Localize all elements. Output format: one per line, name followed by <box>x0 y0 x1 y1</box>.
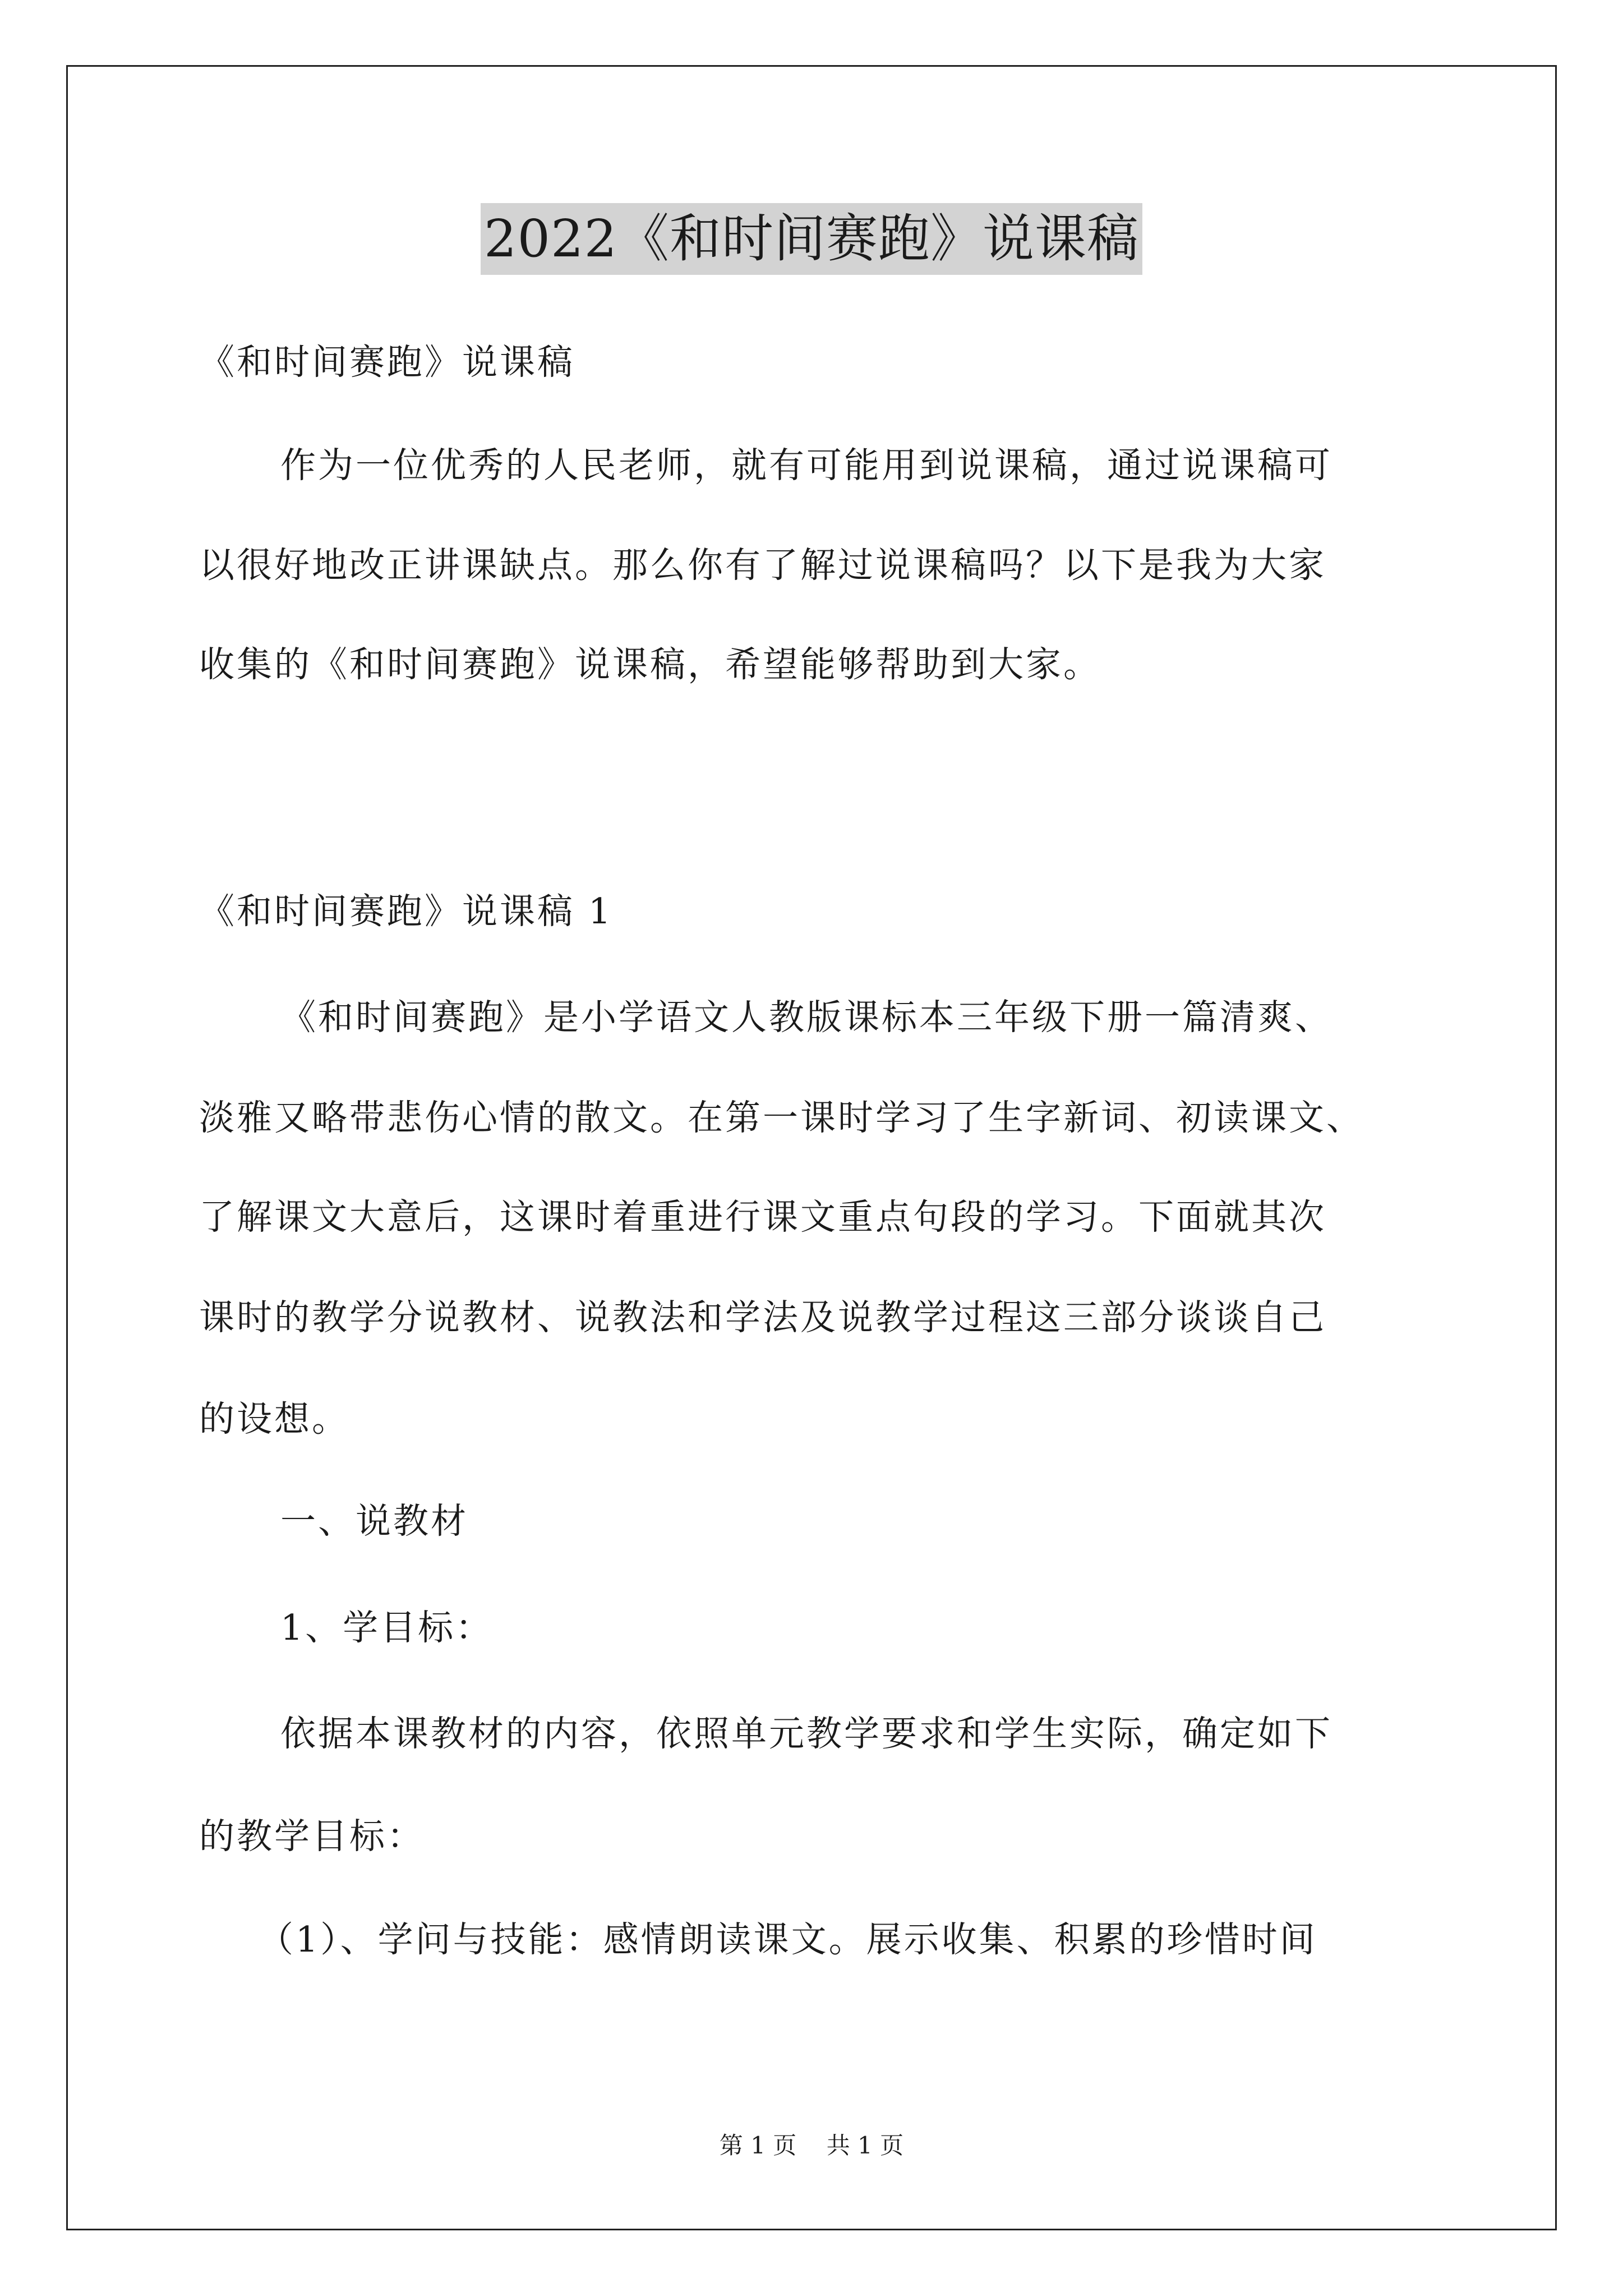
subtitle-line: 《和时间赛跑》说课稿 <box>199 342 575 383</box>
document-title: 2022《和时间赛跑》说课稿 <box>481 203 1142 275</box>
paragraph-line: （1）、学问与技能：感情朗读课文。展示收集、积累的珍惜时间 <box>258 1919 1317 1960</box>
page-border <box>66 65 1557 2230</box>
paragraph-line: 依据本课教材的内容，依照单元教学要求和学生实际，确定如下 <box>280 1713 1332 1754</box>
page-number: 第 1 页 共 1 页 <box>719 2132 904 2159</box>
paragraph-line: 收集的《和时间赛跑》说课稿，希望能够帮助到大家。 <box>199 644 1101 685</box>
paragraph-line: 淡雅又略带悲伤心情的散文。在第一课时学习了生字新词、初读课文、 <box>199 1097 1364 1138</box>
subheading: 一、说教材 <box>280 1501 468 1542</box>
subheading: 1、学目标： <box>280 1607 494 1648</box>
title-container <box>0 203 1623 275</box>
paragraph-line: 了解课文大意后，这课时着重进行课文重点句段的学习。下面就其次 <box>199 1197 1326 1237</box>
section-heading: 《和时间赛跑》说课稿 1 <box>199 891 614 932</box>
paragraph-line: 以很好地改正讲课缺点。那么你有了解过说课稿吗？以下是我为大家 <box>199 545 1326 586</box>
paragraph-line: 课时的教学分说教材、说教法和学法及说教学过程这三部分谈谈自己 <box>199 1297 1326 1338</box>
paragraph-line: 的教学目标： <box>199 1816 425 1857</box>
paragraph-line: 的设想。 <box>199 1398 349 1439</box>
paragraph-line: 作为一位优秀的人民老师，就有可能用到说课稿，通过说课稿可 <box>280 445 1332 486</box>
paragraph-line: 《和时间赛跑》是小学语文人教版课标本三年级下册一篇清爽、 <box>280 997 1332 1038</box>
